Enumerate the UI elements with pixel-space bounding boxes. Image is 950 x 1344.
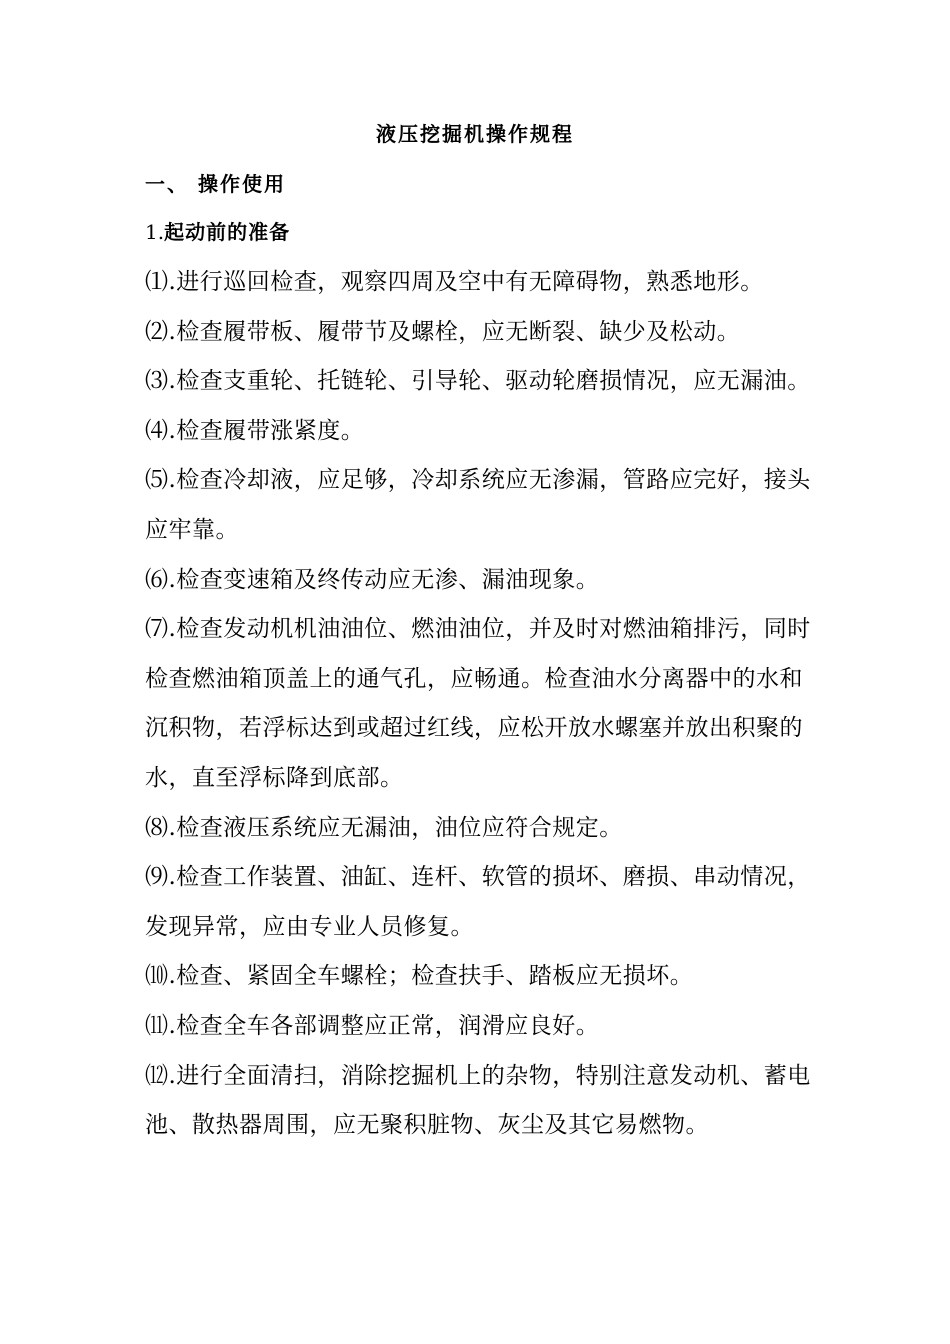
checklist-item-4: ⑷.检查履带涨紧度。 [145,417,365,444]
checklist-item-3: ⑶.检查支重轮、托链轮、引导轮、驱动轮磨损情况，应无漏油。 [145,368,811,395]
checklist-item-12: ⑿.进行全面清扫，消除挖掘机上的杂物，特别注意发动机、蓄电池、散热器周围，应无聚积脏物、灰尘及其它易燃物。 [145,1062,811,1139]
document-title: 液压挖掘机操作规程 [376,122,574,146]
checklist-body [145,258,815,1151]
checklist-item-5: ⑸.检查冷却液，应足够，冷却系统应无渗漏，管路应完好，接头应牢靠。 [145,467,811,543]
subsection-number: 1. [145,220,165,244]
checklist-item-11: ⑾.检查全车各部调整应正常，润滑应良好。 [145,1012,600,1039]
checklist-item-6: ⑹.检查变速箱及终传动应无渗、漏油现象。 [145,566,600,593]
checklist-item-1: ⑴.进行巡回检查，观察四周及空中有无障碍物，熟悉地形。 [145,269,764,295]
checklist-item-2: ⑵.检查履带板、履带节及螺栓，应无断裂、缺少及松动。 [145,318,741,345]
checklist-item-7: ⑺.检查发动机机油油位、燃油油位，并及时对燃油箱排污，同时检查燃油箱顶盖上的通气孔，应畅通。检查油水分离器中的水和沉积物，若浮标达到或超过红线，应松开放水螺塞并放出积聚的水，直至浮标降到底部。 [145,616,811,791]
section-heading: 一、 操作使用 [145,172,286,196]
checklist-item-8: ⑻.检查液压系统应无漏油，油位应符合规定。 [145,814,623,841]
subsection-heading [145,218,290,246]
subsection-label: 起动前的准备 [164,220,291,244]
checklist-item-9: ⑼.检查工作装置、油缸、连杆、软管的损坏、磨损、串动情况，发现异常，应由专业人员修复。 [145,864,811,940]
checklist-item-10: ⑽.检查、紧固全车螺栓；检查扶手、踏板应无损坏。 [145,963,694,990]
